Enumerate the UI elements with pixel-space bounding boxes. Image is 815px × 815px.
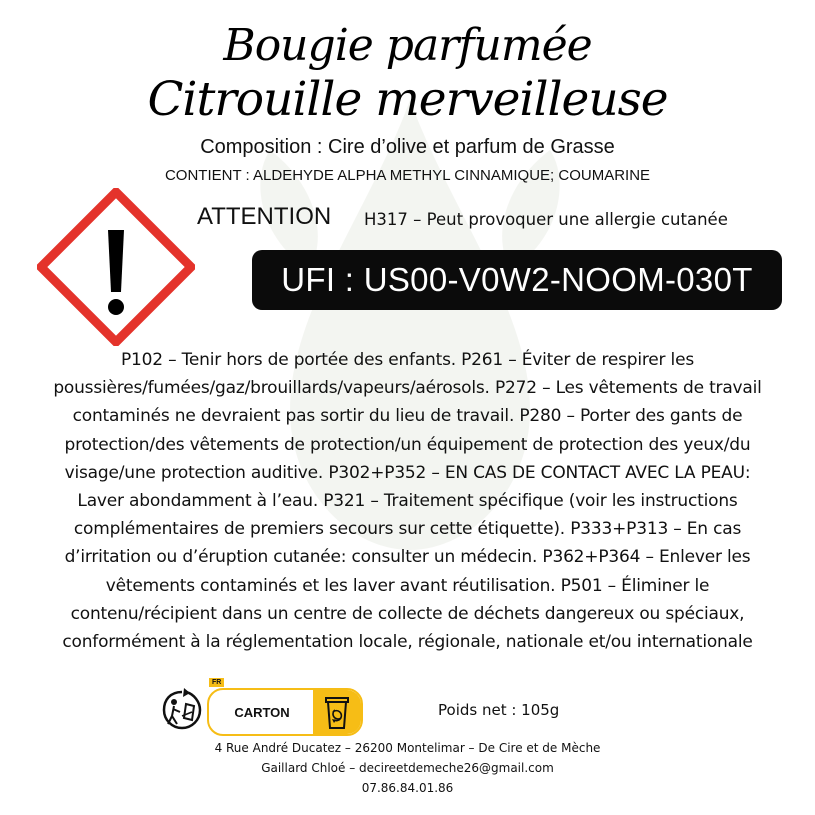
material-label: CARTON (234, 704, 290, 720)
precautionary-statements: P102 – Tenir hors de portée des enfants. P261 – Éviter de respirer les poussières/fumées/gaz/brouillards/vapeurs/aérosols. P272 – Les vêtements de travail contaminés ne devraient pas sortir du lieu de travail. P280 – Porter des gants de protection/des vêtements de protection/un équipement de protection des yeux/du visage/une protection auditive. P302+P352 – EN CAS DE CONTACT AVEC LA PEAU: Laver abondamment à l’eau. P321 – Traitement spécifique (voir les instructions complémentaires de premiers secours sur cette étiquette). P333+P313 – En cas d’irritation ou d’éruption cutanée: consulter un médecin. P362+P364 – Enlever les vêtements contaminés et les laver avant réutilisation. P501 – Éliminer le contenu/récipient dans un centre de collecte de déchets dangereux ou spéciaux, conformément à la réglementation locale, régionale, nationale et/ou internationale (53, 350, 762, 653)
exclamation-mark-hazard-icon (37, 188, 195, 346)
contains-text: CONTIENT : ALDEHYDE ALPHA METHYL CINNAMIQUE; COUMARINE (164, 167, 651, 184)
net-weight: Poids net : 105g (438, 701, 560, 719)
footer-contact: Gaillard Chloé – decireetdemeche26@gmail.com (261, 761, 554, 775)
product-title-line1: Bougie parfumée (223, 20, 592, 71)
country-badge: FR (209, 678, 224, 687)
footer-address: 4 Rue André Ducatez – 26200 Montelimar – De Cire et de Mèche (214, 741, 601, 755)
composition-text: Composition : Cire d’olive et parfum de Grasse (200, 136, 615, 158)
triman-icon (160, 688, 204, 732)
attention-signal-word: ATTENTION (197, 203, 332, 230)
footer-phone: 07.86.84.01.86 (361, 781, 454, 795)
product-title-line2: Citrouille merveilleuse (147, 72, 668, 127)
recycling-bin-area (313, 690, 361, 734)
hazard-statement: H317 – Peut provoquer une allergie cutanée (364, 210, 728, 229)
ufi-code-badge: UFI : US00-V0W2-NOOM-030T (252, 250, 782, 310)
recycling-bin-icon (313, 690, 361, 734)
recycling-info-box (207, 688, 363, 736)
